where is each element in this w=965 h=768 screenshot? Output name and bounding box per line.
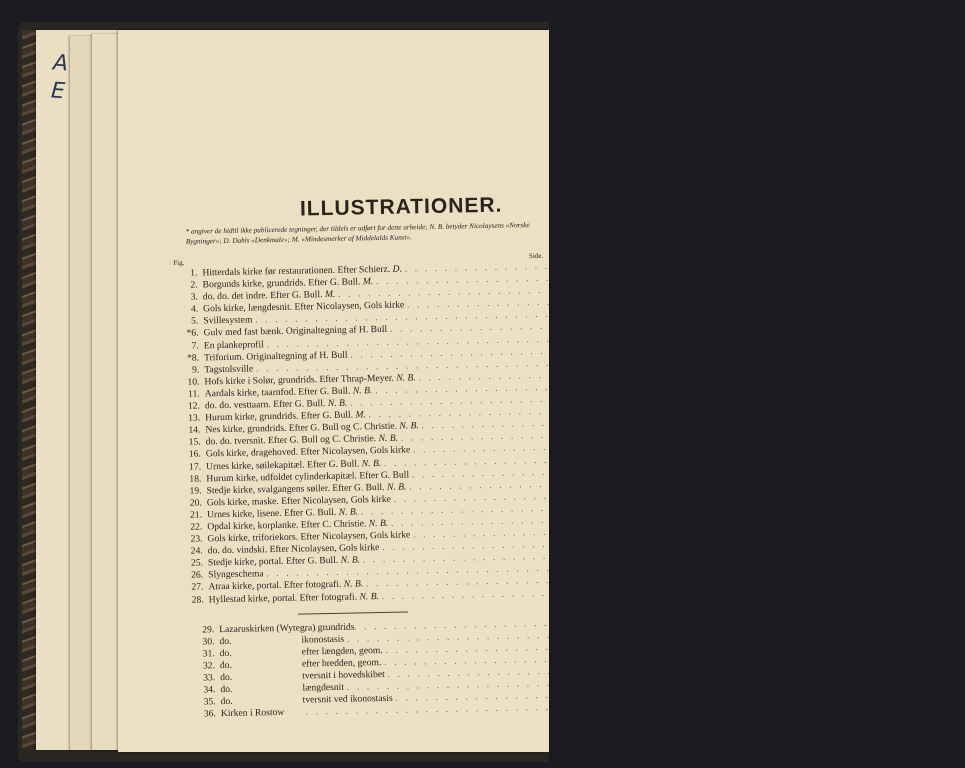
page-number: 20 [797,329,805,339]
figure-number: 32. [202,660,216,672]
figure-number: 21. [189,509,203,521]
figure-caption [204,339,264,352]
source-abbreviation: M. [362,276,374,288]
page-number: 103 [922,683,934,693]
caption-text: Triforium. Originaltegning af H. Bull [203,349,348,364]
caption-text: Stedje kirke, portal. Efter G. Bull. [207,555,339,569]
page-number: 75 [912,581,920,591]
figure-number: 27. [191,581,204,594]
caption-detail: ikonostasis [301,633,345,646]
caption-text: do. do. tversnit. Efter G. Bull og C. Christie. [205,433,377,448]
figure-number: 25. [190,557,204,569]
caption-detail: længdesnit [302,681,345,694]
caption-text: Urnes kirke, søilekapitæl. Efter G. Bull. [206,457,360,472]
caption-text: En plankeprofil [203,338,264,351]
source-abbreviation: M. [355,409,366,421]
caption-subject: do. [219,647,232,659]
source-abbreviation: D. [392,263,403,275]
figure-number: 34. [203,684,216,696]
source-abbreviation: M. [324,289,336,301]
source-abbreviation: N. B. [327,397,348,410]
page-number: 22 [880,339,889,350]
caption-subject: do. [220,671,233,684]
caption-text: Gols kirke, længdesnit. Efter Nicolaysen, Gols kirke [202,299,405,315]
page-title: ILLUSTRATIONER. [299,193,503,221]
page-number: 19 [920,314,929,325]
caption-text: do. do. vesttaarn. Efter G. Bull. [204,398,326,412]
figure-number: *8. [186,352,200,364]
caption-text: Gols kirke, dragehoved. Efter Nicolaysen, Gols kirke [205,444,411,460]
figure-number: 22. [190,521,203,533]
source-abbreviation: N. B. [378,432,399,445]
page-number: 103 [912,635,924,645]
caption-text: Hyllestad kirke, portal. Efter fotografi. [208,591,358,605]
page-number: 58 [942,459,951,469]
figure-number: 5. [191,315,199,327]
caption-text: Opdal kirke, korplanke. Efter C. Christie. [207,518,367,533]
caption-text: do. do. vindski. Efter Nicolaysen, Gols kirke [207,542,380,557]
page-number: 104 [832,697,844,707]
figure-number: 31. [202,648,215,660]
source-abbreviation: N. B. [359,590,380,602]
figure-number: 16. [188,448,201,461]
figure-caption [204,363,253,376]
page-number: 38 [949,362,957,372]
figure-number: 26. [191,569,204,582]
caption-subject: do. [220,696,233,708]
source-abbreviation: N. B. [396,372,416,384]
figure-number: 4. [190,303,199,315]
figure-number: 10. [187,376,200,388]
figure-number: 12. [187,400,201,412]
page-number: 50 [952,411,960,421]
figure-number: 17. [189,460,202,473]
page-number: 6 [938,254,943,264]
figure-number: 11. [187,388,200,400]
page-number: 66 [893,545,902,555]
caption-subject: do. [220,683,233,696]
page-number: 47 [899,400,907,410]
page-number: 52 [931,423,940,433]
page-number: 61 [943,520,952,530]
figure-number: 15. [188,436,201,448]
page-number: 60 [891,496,900,507]
caption-subject: Kirken i Rostow [220,707,285,720]
source-abbreviation: N. B. [343,578,364,591]
page-number: 102 [873,624,886,634]
illustration-list-russian [178,612,934,721]
page-number: 103 [873,672,885,682]
page-number: 24 [786,353,795,363]
page-number: 8 [910,266,915,276]
figure-number: 29. [202,623,215,636]
figure-number: 9. [191,364,200,376]
caption-detail: efter bredden, geom. [301,656,382,670]
caption-text: Hurum kirke, udfoldet cylinderkapitæl. Efter G. Bull [206,469,410,484]
caption-text: Tagstolsville [204,363,254,376]
fig-column-label: Fig. [173,258,185,267]
figure-number: 20. [189,497,202,509]
figure-number: 24. [190,545,203,557]
page-number: 44 [905,375,914,385]
page-number: 102 [830,612,843,623]
source-abbreviation: N. B. [361,457,382,469]
caption-text: Svillesystem [203,314,253,327]
figure-caption [203,315,252,328]
page-number: 58 [914,448,923,458]
caption-subject: Lazaruskirken (Wytegra) grundrids [219,621,355,635]
source-abbreviation: N. B. [352,385,373,397]
source-abbreviation: N. B. [340,554,361,567]
source-abbreviation: N. B. [368,517,389,530]
caption-text: Hitterdals kirke før restaurationen. Efter Schierz. [202,263,391,279]
abbreviation-note: * angiver de hidtil ikke publicerede tegninger, der tildels er udført for dette arbeide; N. B. betyder Nicolaysens «Norske Bygninger»; D. Dahls «Denkmale»; M. «Mindesmerker af Middelalds Kunst». [185,221,530,246]
figure-number: 28. [191,593,204,606]
handwritten-letter: E [50,78,66,105]
caption-text: Nes kirke, grundrids. Efter G. Bull og C. Christie. [205,420,398,436]
figure-number: 36. [203,708,216,720]
caption-detail: efter længden, geom. [301,644,383,658]
caption-subject: do. [219,659,233,672]
caption-text: Gols kirke, maske. Efter Nicolaysen, Gols kirke [206,493,391,509]
figure-number: 19. [189,485,202,497]
source-abbreviation: N. B. [399,420,419,432]
caption-detail: tversnit i hovedskibet [302,668,385,682]
figure-number: 35. [203,696,216,708]
page-number: 61 [912,532,921,542]
page-number: 18 [785,305,794,315]
caption-text: Borgunds kirke, grundrids. Efter G. Bull. [202,276,361,291]
caption-text: Slyngeschema [208,568,264,581]
page-number: 9 [872,279,877,289]
page-number: 60 [921,508,930,518]
figure-number: 1. [190,267,198,279]
caption-text: Stedje kirke, svalgangens søiler. Efter G. Bull. [206,481,385,497]
figure-number: 23. [190,533,203,545]
page-number: 103 [914,659,926,669]
page-number: 71 [896,569,905,579]
illustrations-page [170,193,960,721]
figure-number: 33. [203,672,216,684]
caption-subject: do. [219,635,232,647]
figure-number: *6. [186,327,199,340]
figure-number: 2. [190,279,198,291]
page-number: 59 [924,484,932,494]
page-number: 14 [937,290,946,300]
figure-number: 3. [190,291,198,303]
caption-text: Urnes kirke, lisene. Efter G. Bull. [206,506,337,521]
page-number: 67 [796,559,805,569]
divider [298,611,408,614]
figure-number: 18. [189,473,202,485]
figure-caption [208,569,264,582]
source-abbreviation: N. B. [386,481,407,493]
figure-number: 14. [188,424,201,436]
caption-text: Hurum kirke, grundrids. Efter G. Bull. [205,409,354,424]
caption-text: do. do. det indre. Efter G. Bull. [202,289,323,303]
handwritten-letter: A [52,50,69,77]
page-number: 57 [943,435,952,445]
figure-number: 13. [188,412,201,424]
caption-text: Aardals kirke, taarnfod. Efter G. Bull. [204,385,351,400]
page-number: 59 [939,471,948,481]
caption-text: Gols kirke, triforiekors. Efter Nicolaysen, Gols kirke [207,529,411,545]
figure-number: 30. [202,635,215,648]
source-abbreviation: N. B. [338,506,359,518]
caption-text: Gulv med fast bænk. Originaltegning af H. Bull [203,324,388,339]
figure-caption [209,591,379,606]
caption-text: Atraa kirke, portal. Efter fotografi. [208,579,342,593]
caption-detail: tversnit ved ikonostasis [302,693,393,706]
page-number: 45 [880,388,889,398]
figure-number: 7. [191,340,199,352]
caption-text: Hofs kirke i Solør, grundrids. Efter Thrap-Meyer. [204,372,394,388]
page-number: 103 [910,647,923,657]
page-column-label: Side. [528,251,544,261]
